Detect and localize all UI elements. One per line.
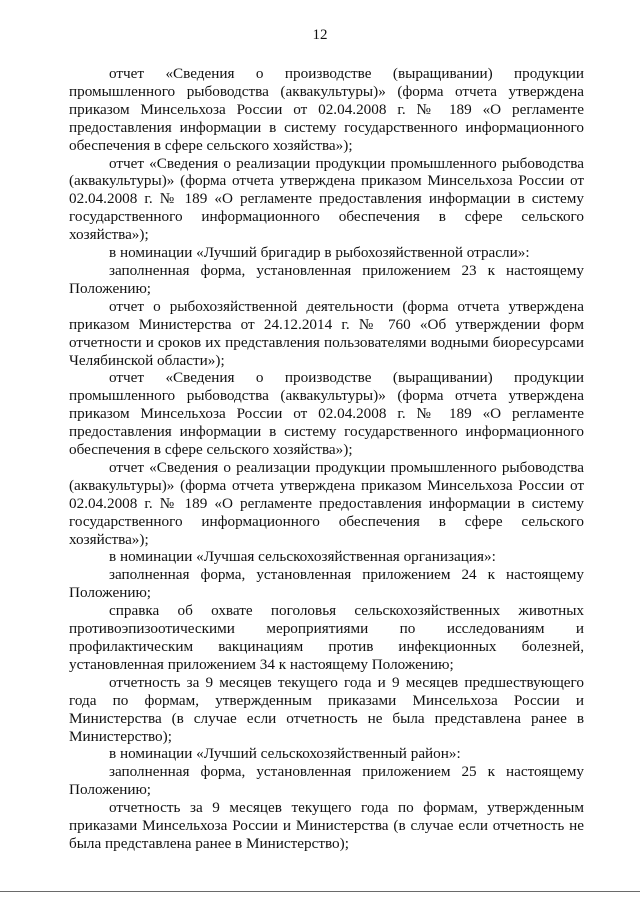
page-number: 12 xyxy=(312,27,328,43)
paragraph: отчет «Сведения о реализации продукции промышленного рыбоводства (аквакультуры)» (форма отчета утверждена приказом Минсельхоза России от 02.04.2008 г. № 189 «О регламенте предоставления информации в систему государственного информационного обеспечения в сфере сельского хозяйства»); xyxy=(69,458,584,548)
scan-edge-divider xyxy=(0,891,640,892)
paragraph: отчет «Сведения о реализации продукции промышленного рыбоводства (аквакультуры)» (форма отчета утверждена приказом Минсельхоза России от 02.04.2008 г. № 189 «О регламенте предоставления информации в систему государственного информационного обеспечения в сфере сельского хозяйства»); xyxy=(69,154,584,244)
paragraph: отчет о рыбохозяйственной деятельности (форма отчета утверждена приказом Министерства от 24.12.2014 г. № 760 «Об утверждении форм отчетности и сроков их представления пользователями водными биоресурсами Челябинской области»); xyxy=(69,297,584,369)
paragraph: заполненная форма, установленная приложением 23 к настоящему Положению; xyxy=(69,261,584,297)
paragraph: заполненная форма, установленная приложением 25 к настоящему Положению; xyxy=(69,763,584,799)
nomination-heading: в номинации «Лучшая сельскохозяйственная организация»: xyxy=(109,548,496,566)
nomination-heading: в номинации «Лучший сельскохозяйственный район»: xyxy=(109,745,461,763)
paragraph: заполненная форма, установленная приложением 24 к настоящему Положению; xyxy=(69,566,584,602)
nomination-heading: в номинации «Лучший бригадир в рыбохозяйственной отрасли»: xyxy=(109,244,530,262)
paragraph: отчет «Сведения о производстве (выращивании) продукции промышленного рыбоводства (аквакультуры)» (форма отчета утверждена приказом Минсельхоза России от 02.04.2008 г. № 189 «О регламенте предоставления информации в систему государственного информационного обеспечения в сфере сельского хозяйства»); xyxy=(69,65,584,154)
document-body xyxy=(69,65,584,853)
paragraph: справка об охвате поголовья сельскохозяйственных животных противоэпизоотическими мероприятиями по исследованиям и профилактическим вакцинациям против инфекционных болезней, установленная приложением 34 к настоящему Положению; xyxy=(69,602,584,673)
paragraph: отчетность за 9 месяцев текущего года и 9 месяцев предшествующего года по формам, утвержденным приказами Минсельхоза России и Министерства (в случае если отчетность не была представлена ранее в Министерство); xyxy=(69,673,584,745)
paragraph: отчетность за 9 месяцев текущего года по формам, утвержденным приказами Минсельхоза России и Министерства (в случае если отчетность не была представлена ранее в Министерство); xyxy=(69,799,584,852)
paragraph: отчет «Сведения о производстве (выращивании) продукции промышленного рыбоводства (аквакультуры)» (форма отчета утверждена приказом Минсельхоза России от 02.04.2008 г. № 189 «О регламенте предоставления информации в систему государственного информационного обеспечения в сфере сельского хозяйства»); xyxy=(69,369,584,459)
